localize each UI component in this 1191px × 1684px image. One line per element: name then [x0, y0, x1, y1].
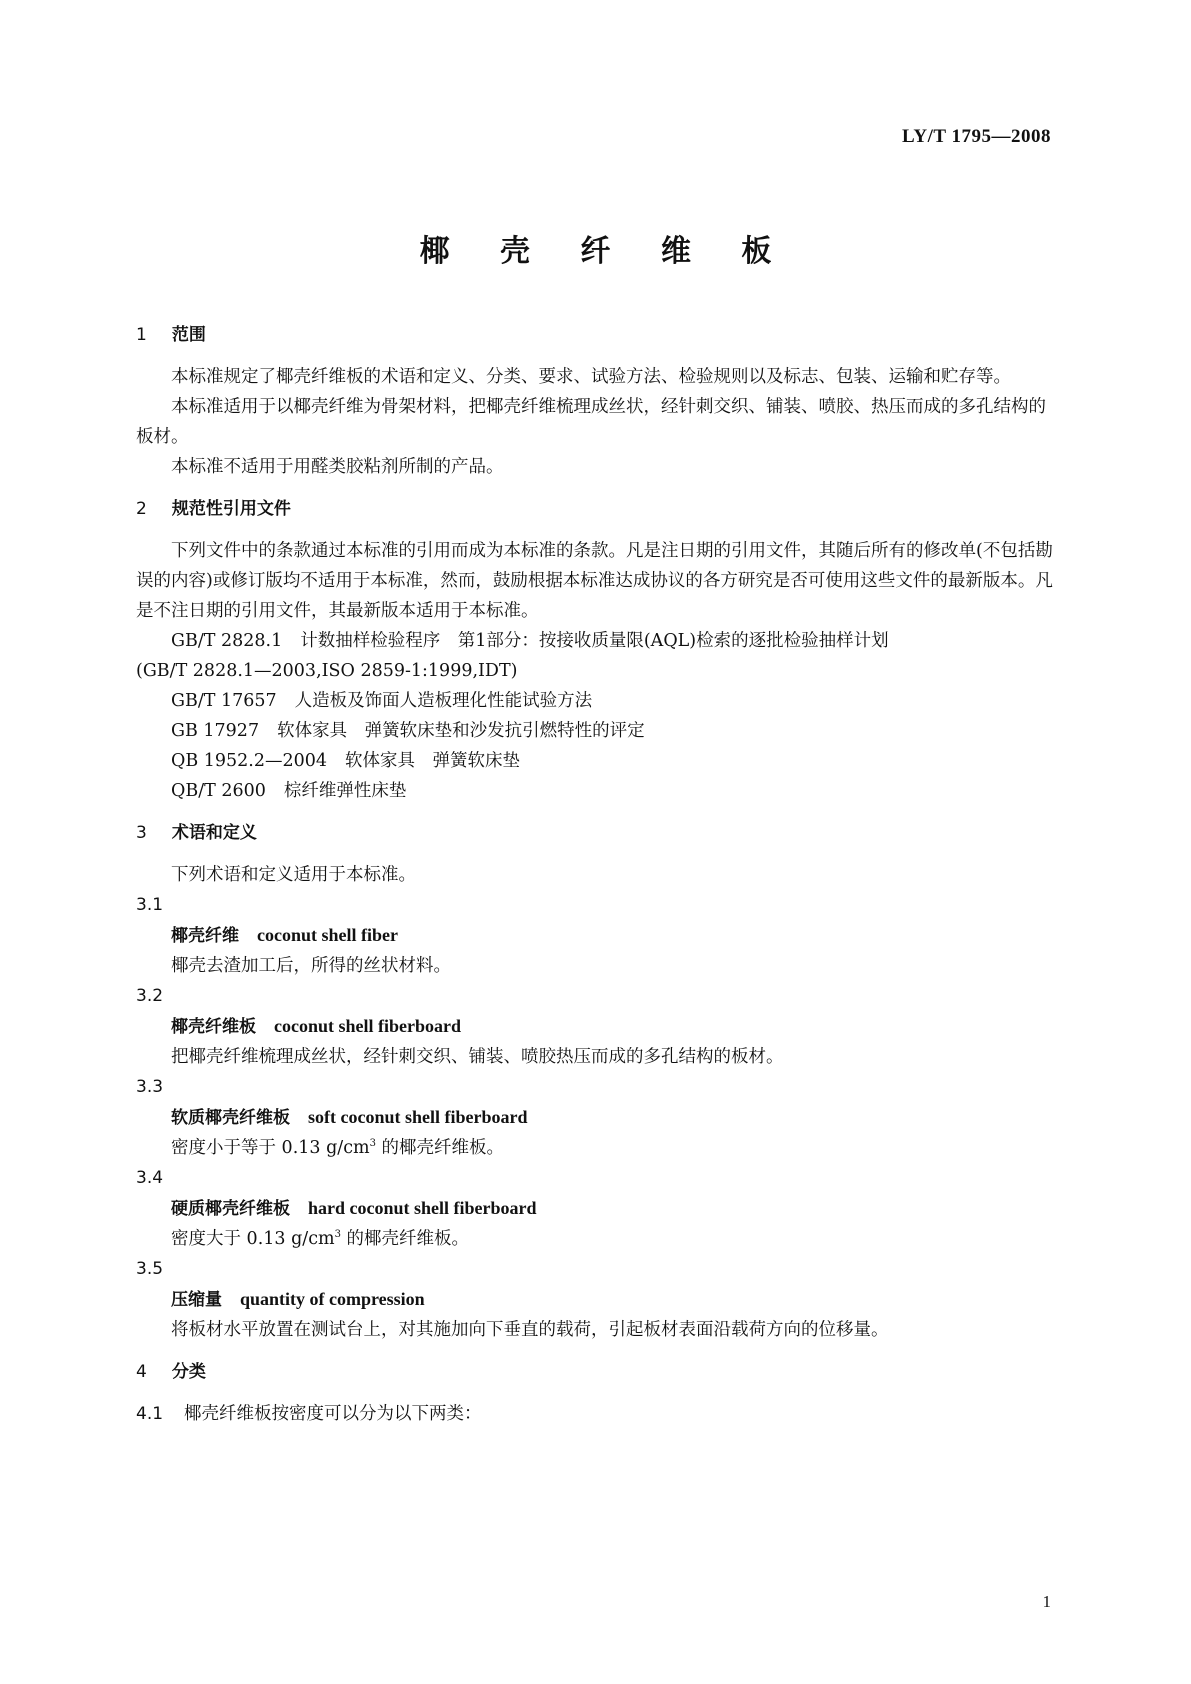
term-definition: [136, 1133, 1056, 1163]
paragraph: 本标准不适用于用醛类胶粘剂所制的产品。: [171, 457, 504, 477]
term-number: 3.1: [136, 895, 164, 915]
subclause-number: 4.1: [136, 1404, 164, 1424]
definition-text: 的椰壳纤维板。: [375, 1138, 505, 1158]
paragraph: 本标准适用于以椰壳纤维为骨架材料，把椰壳纤维梳理成丝状，经针刺交织、铺装、喷胶、热压而成的多孔结构的板材。: [136, 397, 1046, 447]
section-title: 范围: [171, 325, 206, 345]
reference-code: GB 17927: [171, 721, 260, 741]
section-normative-references: [136, 494, 1056, 806]
reference-item: [136, 626, 1056, 656]
definition-text: 密度大于 0.13 g/cm: [171, 1229, 335, 1249]
term-number: 3.2: [136, 986, 164, 1006]
term-zh: 椰壳纤维板: [171, 1017, 256, 1037]
term-definition: 把椰壳纤维梳理成丝状，经针刺交织、铺装、喷胶热压而成的多孔结构的板材。: [171, 1047, 784, 1067]
term-definition: 将板材水平放置在测试台上，对其施加向下垂直的载荷，引起板材表面沿载荷方向的位移量。: [171, 1320, 889, 1340]
section-scope: [136, 320, 1056, 482]
term-en: hard coconut shell fiberboard: [308, 1198, 537, 1218]
term-name: [136, 1011, 1056, 1042]
term-number: 3.3: [136, 1077, 164, 1097]
section-heading: [136, 494, 1056, 524]
reference-title: 计数抽样检验程序 第1部分：按接收质量限(AQL)检索的逐批检验抽样计划: [300, 631, 889, 651]
reference-title: 软体家具 弹簧软床垫和沙发抗引燃特性的评定: [277, 721, 645, 741]
term-name: [136, 1193, 1056, 1224]
term-name: [136, 1284, 1056, 1315]
section-heading: [136, 1357, 1056, 1387]
term-definition: [136, 1224, 1056, 1254]
term-entry: [136, 1072, 1056, 1163]
reference-title: 软体家具 弹簧软床垫: [345, 751, 521, 771]
term-number: 3.4: [136, 1168, 164, 1188]
section-number: 4: [136, 1362, 147, 1382]
term-zh: 椰壳纤维: [171, 926, 239, 946]
paragraph: 下列文件中的条款通过本标准的引用而成为本标准的条款。凡是注日期的引用文件，其随后所有的修改单(不包括勘误的内容)或修订版均不适用于本标准，然而，鼓励根据本标准达成协议的各方研究是否可使用这些文件的最新版本。凡是不注日期的引用文件，其最新版本适用于本标准。: [136, 541, 1053, 621]
reference-code: GB/T 2828.1: [171, 631, 283, 651]
standard-code: LY/T 1795—2008: [901, 126, 1051, 147]
term-en: coconut shell fiber: [257, 925, 398, 945]
term-entry: [136, 1163, 1056, 1254]
subclause-text: 椰壳纤维板按密度可以分为以下两类：: [184, 1404, 482, 1424]
section-classification: [136, 1357, 1056, 1429]
term-zh: 软质椰壳纤维板: [171, 1108, 290, 1128]
reference-code: QB 1952.2—2004: [171, 751, 328, 771]
definition-text: 的椰壳纤维板。: [340, 1229, 470, 1249]
section-title: 术语和定义: [171, 823, 257, 843]
document-title: 椰 壳 纤 维 板: [419, 234, 792, 269]
term-entry: [136, 1254, 1056, 1345]
paragraph: 本标准规定了椰壳纤维板的术语和定义、分类、要求、试验方法、检验规则以及标志、包装、运输和贮存等。: [171, 367, 1011, 387]
term-entry: [136, 890, 1056, 981]
reference-title: 棕纤维弹性床垫: [283, 781, 407, 801]
section-heading: [136, 818, 1056, 848]
section-title: 规范性引用文件: [171, 499, 291, 519]
section-number: 3: [136, 823, 147, 843]
reference-item: [136, 776, 1056, 806]
reference-code: QB/T 2600: [171, 781, 266, 801]
term-zh: 压缩量: [171, 1290, 222, 1310]
superscript: 3: [334, 1229, 341, 1241]
superscript: 3: [369, 1138, 376, 1150]
paragraph: 下列术语和定义适用于本标准。: [171, 865, 416, 885]
term-number: 3.5: [136, 1259, 164, 1279]
reference-code: GB/T 17657: [171, 691, 277, 711]
section-number: 2: [136, 499, 147, 519]
section-terms-definitions: [136, 818, 1056, 1345]
term-name: [136, 1102, 1056, 1133]
term-en: quantity of compression: [240, 1289, 425, 1309]
term-name: [136, 920, 1056, 951]
definition-text: 密度小于等于 0.13 g/cm: [171, 1138, 370, 1158]
term-entry: [136, 981, 1056, 1072]
section-title: 分类: [171, 1362, 206, 1382]
section-number: 1: [136, 325, 147, 345]
reference-item: [136, 686, 1056, 716]
document-body: [136, 320, 1056, 1441]
subclause: [136, 1399, 1056, 1429]
term-en: soft coconut shell fiberboard: [308, 1107, 528, 1127]
term-en: coconut shell fiberboard: [274, 1016, 461, 1036]
term-zh: 硬质椰壳纤维板: [171, 1199, 290, 1219]
section-heading: [136, 320, 1056, 350]
reference-continuation: (GB/T 2828.1—2003,ISO 2859-1:1999,IDT): [136, 661, 518, 681]
page-number: 1: [1042, 1592, 1051, 1611]
reference-item: [136, 716, 1056, 746]
term-definition: 椰壳去渣加工后，所得的丝状材料。: [171, 956, 451, 976]
reference-item: [136, 746, 1056, 776]
reference-title: 人造板及饰面人造板理化性能试验方法: [294, 691, 593, 711]
